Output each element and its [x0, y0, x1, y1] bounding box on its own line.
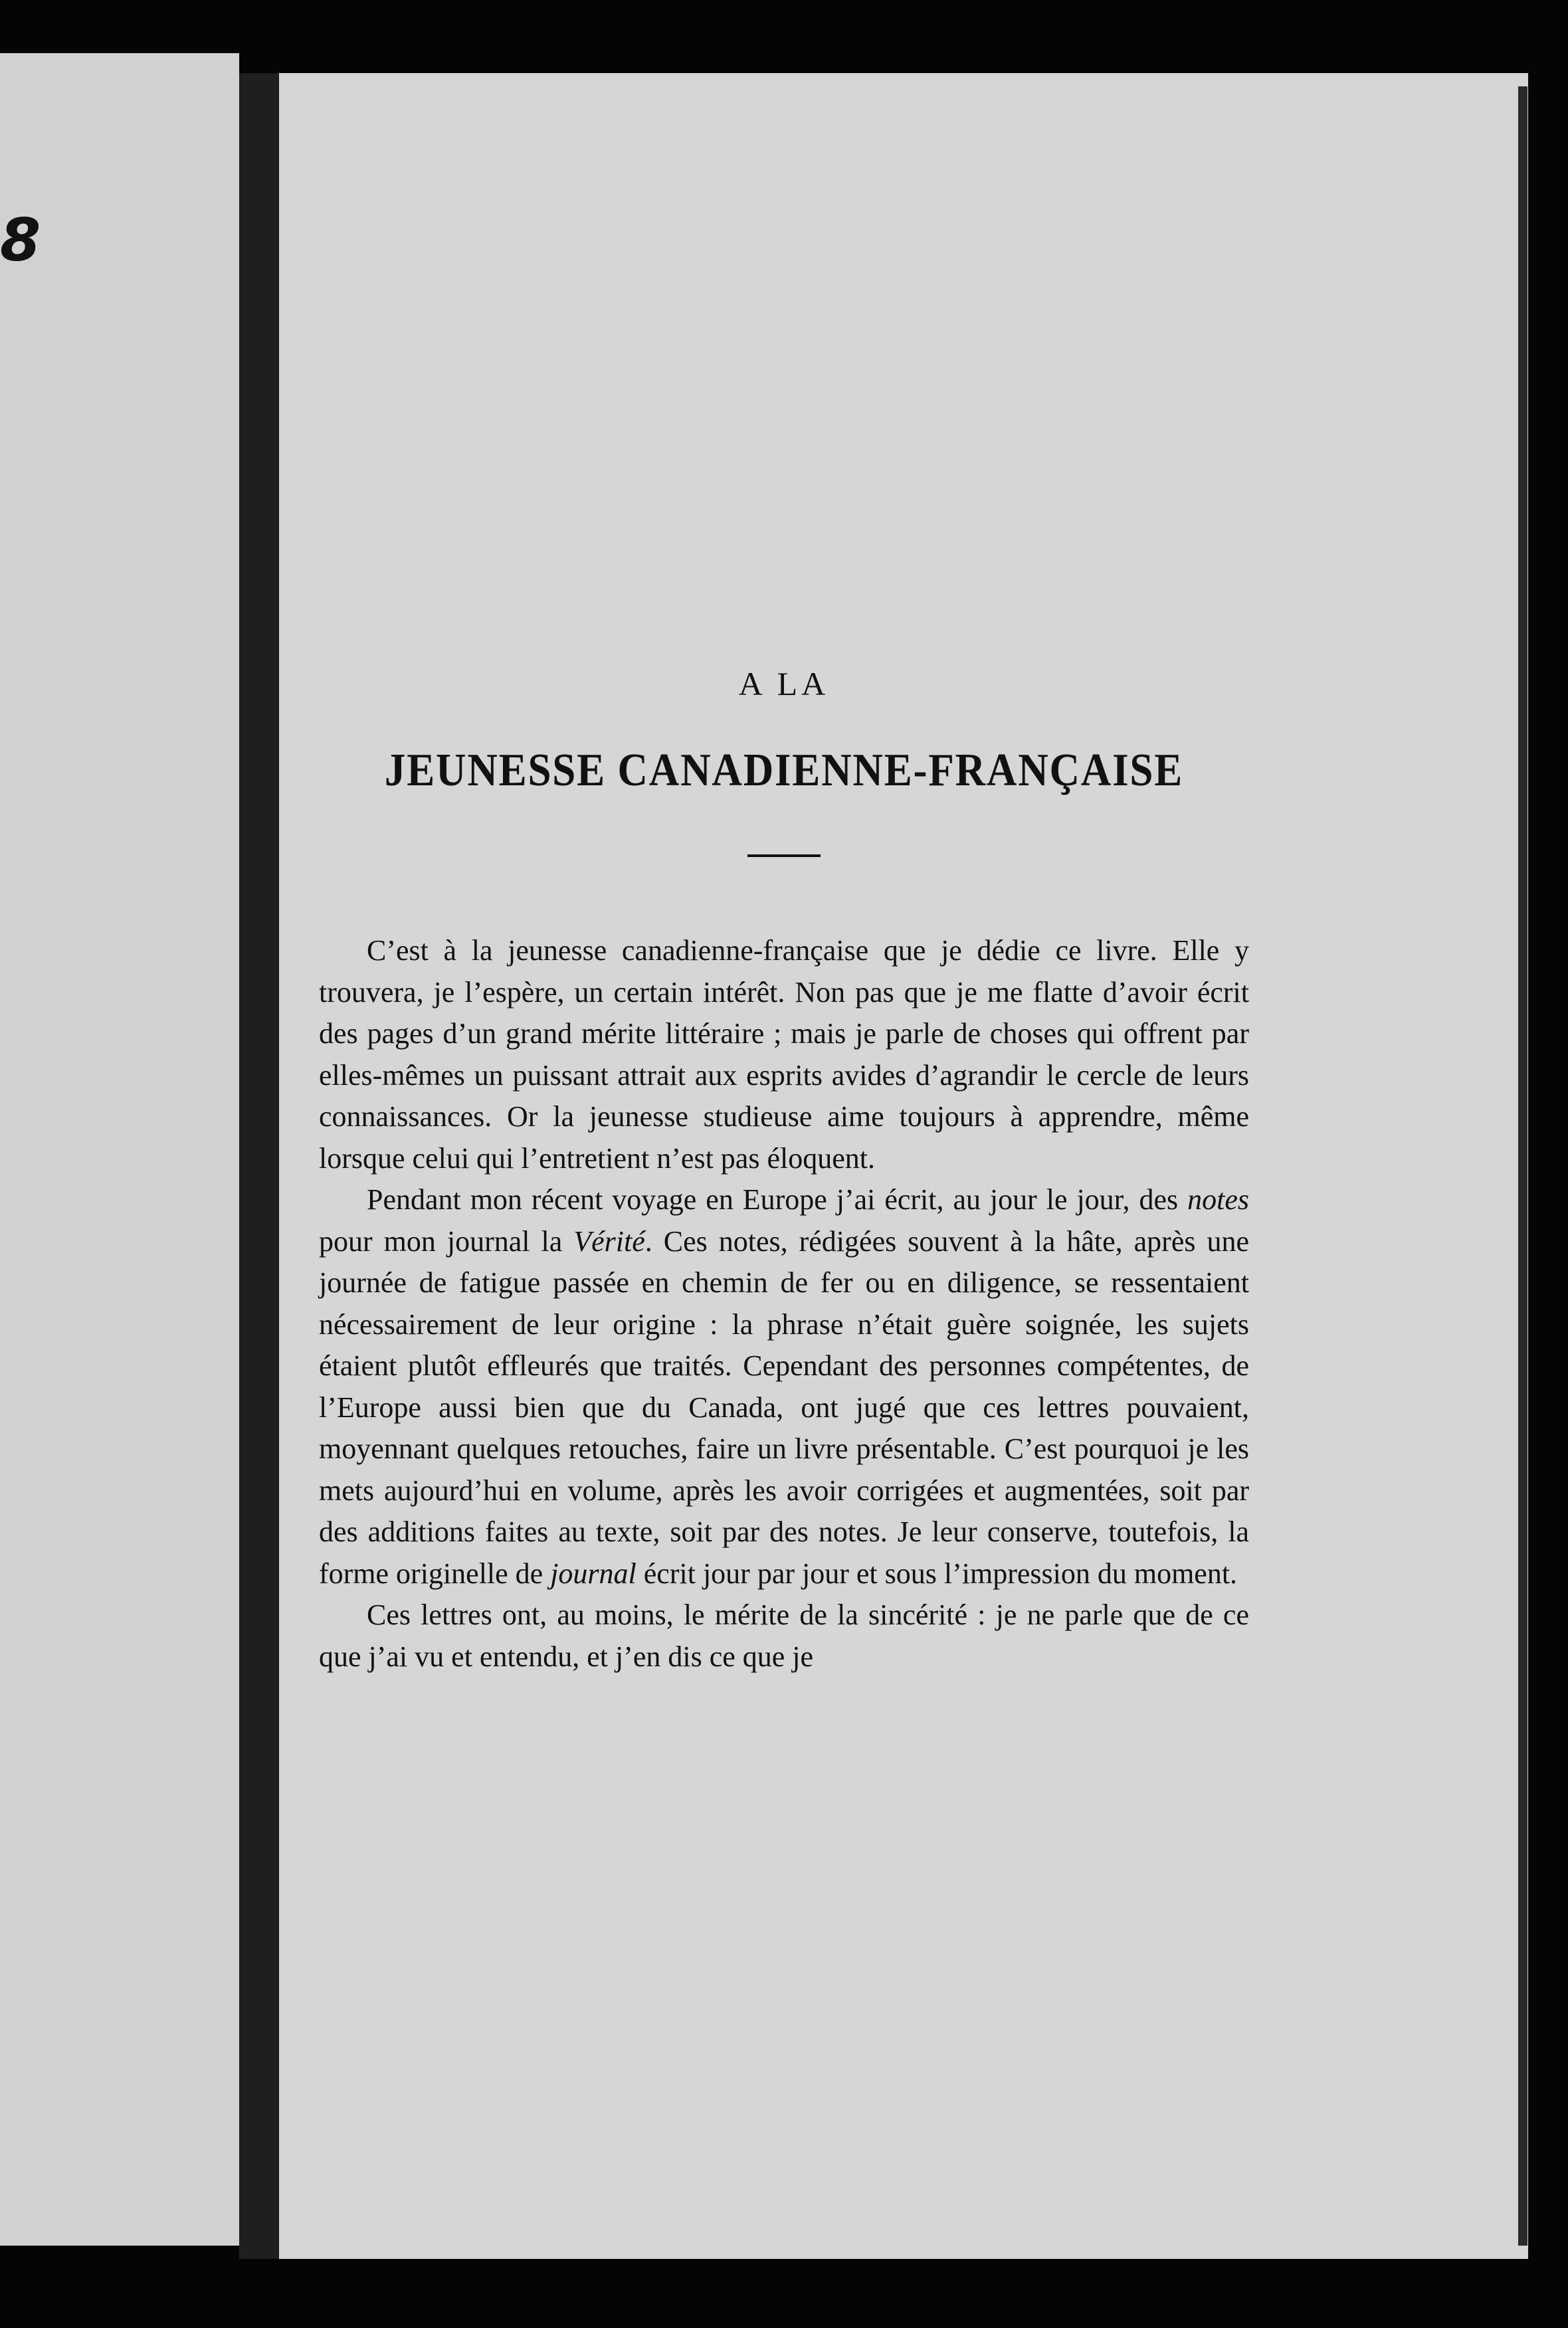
paragraph-2-notes: notes — [1187, 1183, 1249, 1216]
paragraph-2 — [319, 1179, 1249, 1595]
left-page — [0, 53, 239, 2246]
paragraph-3: Ces lettres ont, au moins, le mérite de la sincérité : je ne parle que de ce que j’ai vu et entendu, et j’en dis ce que je — [319, 1599, 1249, 1673]
paragraph-2-text-c: . Ces notes, rédigées souvent à la hâte, après une journée de fatigue passée en chemin de fer ou en diligence, se ressentaient nécessairement de leur origine : la phrase n’était guère soignée, les sujets étaient plutôt effleurés que traités. Cependant des personnes compétentes, de l’Europe aussi bien que du Canada, ont jugé que ces lettres pouvaient, moyennant quelques retouches, faire un livre présentable. C’est pourquoi je les mets aujourd’hui en volume, après les avoir corrigées et augmentées, soit par des additions faites au texte, soit par des notes. Je leur conserve, toutefois, la forme originelle de — [319, 1224, 1249, 1590]
paragraph-2-journal: journal — [550, 1557, 637, 1590]
dedication-kicker: A LA — [738, 665, 830, 702]
gutter-shadow — [239, 73, 279, 2259]
page-edge — [1518, 86, 1527, 2246]
left-page-number: 8 — [0, 206, 41, 274]
paragraph-1: C’est à la jeunesse canadienne-française que je dédie ce livre. Elle y trouvera, je l’espère, un certain intérêt. Non pas que je me flatte d’avoir écrit des pages d’un grand mérite littéraire ; mais je parle de choses qui offrent par elles-mêmes un puissant attrait aux esprits avides d’agrandir le cercle de leurs connaissances. Or la jeunesse studieuse aime toujours à apprendre, même lorsque celui qui l’entretient n’est pas éloquent. — [319, 934, 1249, 1175]
paragraph-2-text-a: Pendant mon récent voyage en Europe j’ai écrit, au jour le jour, des — [367, 1183, 1188, 1216]
paragraph-2-text-b: pour mon journal la — [319, 1224, 574, 1258]
dedication-title: JEUNESSE CANADIENNE-FRANÇAISE — [384, 745, 1184, 796]
title-rule — [747, 854, 821, 857]
dedication-block — [319, 664, 1249, 1678]
paragraph-2-text-d: écrit jour par jour et sous l’impression du moment. — [636, 1557, 1238, 1590]
paragraph-2-verite: Vérité — [573, 1224, 645, 1258]
